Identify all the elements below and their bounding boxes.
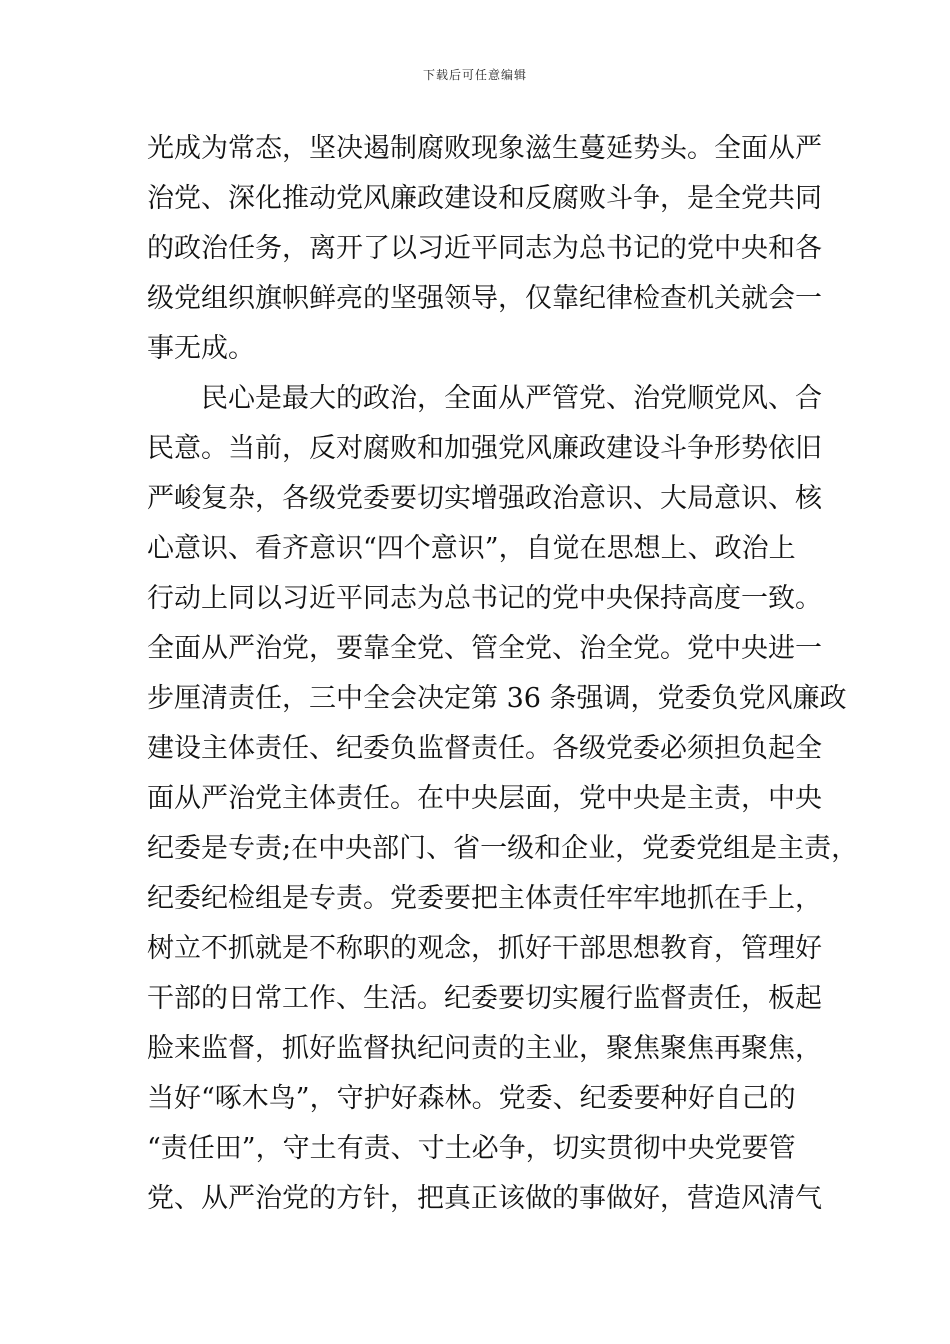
text-line: 步厘清责任，三中全会决定第 36 条强调，党委负党风廉政 xyxy=(147,683,847,714)
text-line: 的政治任务，离开了以习近平同志为总书记的党中央和各 xyxy=(147,233,822,264)
text-line: “责任田”，守土有责、寸土必争，切实贯彻中央党要管 xyxy=(147,1133,796,1164)
text-line: 纪委是专责;在中央部门、省一级和企业，党委党组是主责， xyxy=(147,833,859,864)
text-line: 治党、深化推动党风廉政建设和反腐败斗争，是全党共同 xyxy=(147,183,822,214)
text-line: 心意识、看齐意识“四个意识”，自觉在思想上、政治上 xyxy=(147,533,796,564)
text-line: 民意。当前，反对腐败和加强党风廉政建设斗争形势依旧 xyxy=(147,433,822,464)
text-line: 树立不抓就是不称职的观念，抓好干部思想教育，管理好 xyxy=(147,933,822,964)
text-line: 面从严治党主体责任。在中央层面，党中央是主责，中央 xyxy=(147,783,822,814)
text-line: 纪委纪检组是专责。党委要把主体责任牢牢地抓在手上， xyxy=(147,883,822,914)
text-line: 干部的日常工作、生活。纪委要切实履行监督责任，板起 xyxy=(147,983,822,1014)
text-line: 严峻复杂，各级党委要切实增强政治意识、大局意识、核 xyxy=(147,483,822,514)
text-line: 事无成。 xyxy=(147,333,255,364)
text-line: 脸来监督，抓好监督执纪问责的主业，聚焦聚焦再聚焦， xyxy=(147,1033,822,1064)
paragraph-first-line: 民心是最大的政治，全面从严管党、治党顺党风、合 xyxy=(201,383,822,414)
text-line: 行动上同以习近平同志为总书记的党中央保持高度一致。 xyxy=(147,583,822,614)
page-header: 下载后可任意编辑 xyxy=(422,68,527,82)
text-line: 全面从严治党，要靠全党、管全党、治全党。党中央进一 xyxy=(147,633,822,664)
text-line: 建设主体责任、纪委负监督责任。各级党委必须担负起全 xyxy=(147,733,822,764)
text-line: 当好“啄木鸟”，守护好森林。党委、纪委要种好自己的 xyxy=(147,1083,796,1114)
text-line: 光成为常态，坚决遏制腐败现象滋生蔓延势头。全面从严 xyxy=(147,133,822,164)
body-text xyxy=(147,124,859,1224)
text-line: 级党组织旗帜鲜亮的坚强领导，仅靠纪律检查机关就会一 xyxy=(147,283,822,314)
text-line: 党、从严治党的方针，把真正该做的事做好，营造风清气 xyxy=(147,1183,822,1214)
